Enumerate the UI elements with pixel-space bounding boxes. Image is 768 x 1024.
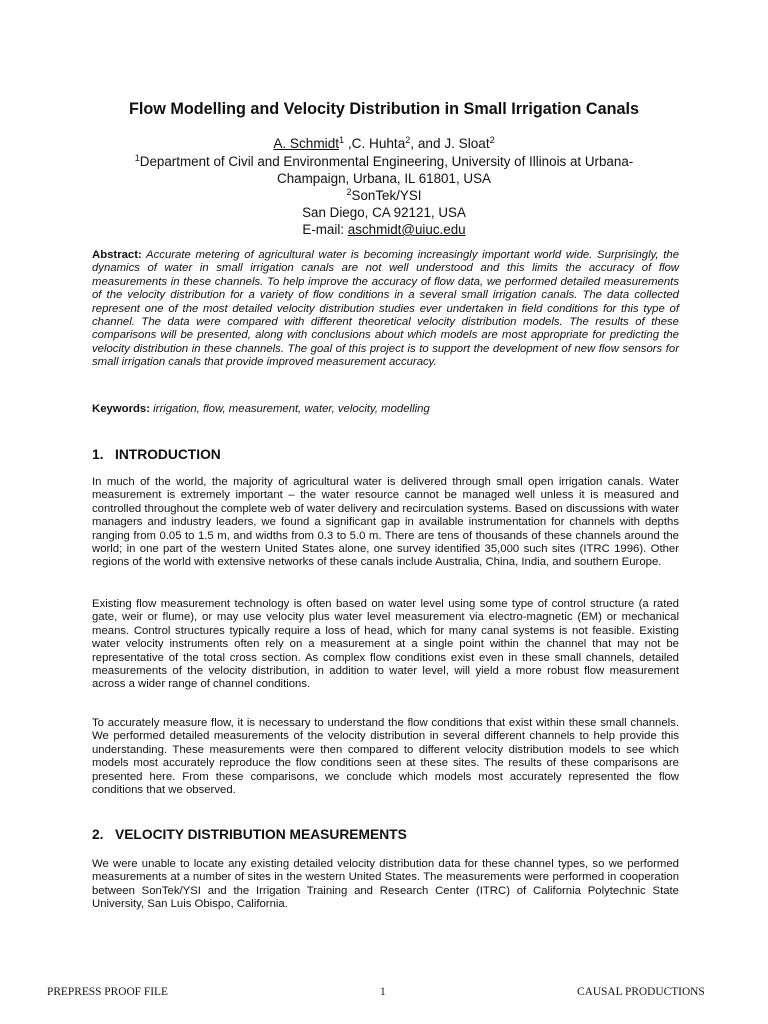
author-2-name: C. Huhta	[351, 136, 406, 151]
affiliation-1-text: Department of Civil and Environmental Engineering, University of Illinois at Urbana-	[139, 154, 634, 169]
keywords-label: Keywords:	[92, 403, 150, 415]
abstract-label: Abstract:	[92, 249, 142, 261]
email-link[interactable]: aschmidt@uiuc.edu	[347, 222, 466, 237]
keywords-text: irrigation, flow, measurement, water, velocity, modelling	[153, 403, 430, 415]
section-1-number: 1.	[92, 447, 104, 462]
affiliations	[40, 153, 728, 238]
affiliation-2-sup: 2	[346, 187, 352, 197]
keywords	[92, 402, 679, 416]
abstract-text: Accurate metering of agricultural water is becoming increasingly important world wide. Surprisingly, the dynamics of water in small irrigation canals are not well understood and this limits the accuracy of flow measurements in these channels. To help improve the accuracy of flow data, we performed detailed measurements of the velocity distribution for a variety of flow conditions in a several small irrigation canals. The data collected represent one of the most detailed velocity distribution studies ever undertaken in field conditions for this type of channel. The data were compared with different theoretical velocity distribution models. The results of these comparisons will be presented, along with conclusions about which models are most appropriate for predicting the velocity distribution in these channels. The goal of this project is to support the development of new flow sensors for small irrigation canals that provide improved measurement accuracy.	[92, 249, 679, 369]
affiliation-1-line-2: Champaign, Urbana, IL 61801, USA	[277, 171, 491, 186]
footer-left: PREPRESS PROOF FILE	[47, 986, 168, 998]
affiliation-1-sup: 1	[134, 153, 140, 163]
author-1-sup: 1	[339, 135, 345, 145]
page-number: 1	[380, 986, 386, 998]
author-3-sup: 2	[489, 135, 495, 145]
author-separator-1: ,	[344, 136, 352, 151]
intro-paragraph-1: In much of the world, the majority of agricultural water is delivered through small open irrigation canals. Water measurement is extremely important – the water resource cannot be managed well unless it is measured and controlled throughout the complete web of water delivery and recirculation systems. Based on discussions with water managers and industry leaders, we found a significant gap in available instrumentation for channels with depths ranging from 0.05 to 1.5 m, and widths from 0.3 to 5.0 m. There are tens of thousands of these channels around the world; in one part of the western United States alone, one survey identified 35,000 such sites (ITRC 1996). Other regions of the world with extensive networks of these canals include Australia, China, India, and southern Europe.	[92, 476, 679, 569]
affiliation-2-line-1	[40, 187, 728, 204]
affiliation-2-line-2: San Diego, CA 92121, USA	[302, 205, 466, 220]
email-label: E-mail:	[302, 222, 348, 237]
abstract	[92, 249, 679, 370]
section-1-title: INTRODUCTION	[115, 447, 221, 462]
author-line	[40, 135, 728, 152]
velocity-paragraph-1: We were unable to locate any existing detailed velocity distribution data for these channel types, so we performed measurements at a number of sites in the western United States. The measurements were performed in cooperation between SonTek/YSI and the Irrigation Training and Research Center (ITRC) of California Polytechnic State University, San Luis Obispo, California.	[92, 858, 679, 911]
affiliation-1-line-1	[40, 153, 728, 170]
footer-right: CAUSAL PRODUCTIONS	[577, 986, 705, 998]
author-2-sup: 2	[405, 135, 411, 145]
author-3-name: J. Sloat	[444, 136, 490, 151]
intro-paragraph-2: Existing flow measurement technology is often based on water level using some type of control structure (a rated gate, weir or flume), or may use velocity plus water level measurement via electro-magnetic (EM) or mechanical means. Control structures typically require a loss of head, which for many canal systems is not feasible. Existing water velocity instruments often rely on a measurement at a single point within the channel that may not be representative of the total cross section. As complex flow conditions exist even in these small channels, detailed measurements of the velocity distribution, in addition to water level, will yield a more robust flow measurement across a wider range of channel conditions.	[92, 598, 679, 691]
paper-title: Flow Modelling and Velocity Distribution in Small Irrigation Canals	[129, 100, 639, 118]
section-heading-velocity-distribution	[92, 826, 679, 843]
section-heading-introduction	[92, 446, 679, 463]
section-2-title: VELOCITY DISTRIBUTION MEASUREMENTS	[115, 827, 407, 842]
affiliation-2-text: SonTek/YSI	[351, 188, 422, 203]
author-separator-2: , and	[410, 136, 445, 151]
author-1-name: A. Schmidt	[273, 136, 340, 151]
intro-paragraph-3: To accurately measure flow, it is necessary to understand the flow conditions that exist within these small channels. We performed detailed measurements of the velocity distribution in several different channels to help provide this understanding. These measurements were then compared to different velocity distribution models to see which models most accurately reproduce the flow conditions seen at these sites. The results of these comparisons are presented here. From these comparisons, we conclude which models most accurately represented the flow conditions that we observed.	[92, 717, 679, 797]
email-line	[40, 221, 728, 238]
section-2-number: 2.	[92, 827, 104, 842]
